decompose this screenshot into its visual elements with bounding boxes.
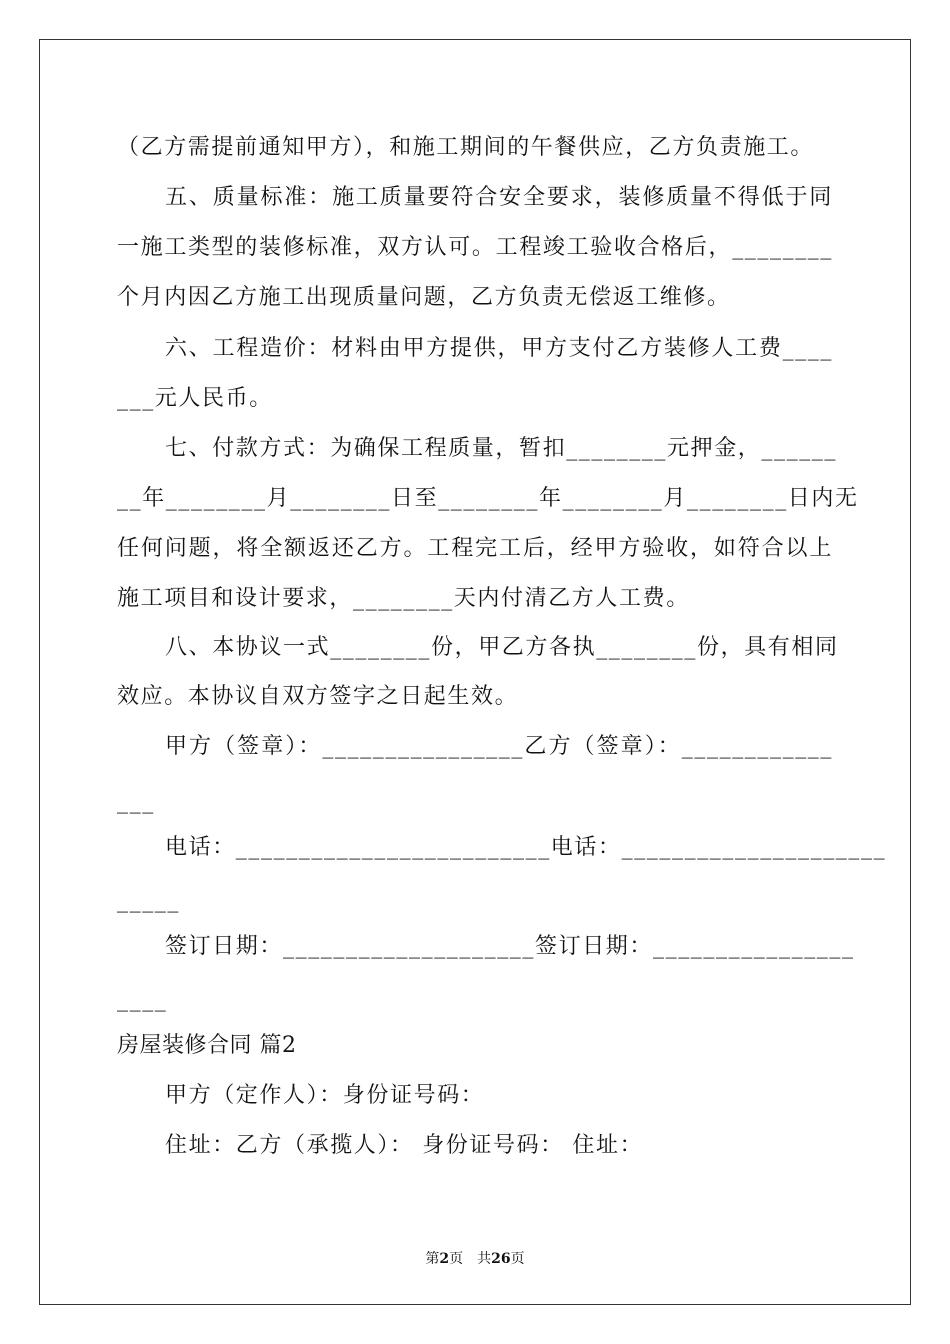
text-line: 任何问题，将全额返还乙方。工程完工后，经甲方验收，如符合以上	[117, 536, 833, 561]
footer-mid: 页 共	[449, 1251, 492, 1267]
text-line: （乙方需提前通知甲方），和施工期间的午餐供应，乙方负责施工。	[117, 135, 815, 160]
footer-page-number: 2	[439, 1251, 450, 1267]
party-a-info: 甲方（定作人）：身份证号码：	[165, 1083, 485, 1108]
sign-date-line: 签订日期：____________________签订日期：________________	[165, 934, 855, 959]
text-line: 个月内因乙方施工出现质量问题，乙方负责无偿返工维修。	[117, 285, 731, 310]
section-title: 房屋装修合同 篇2	[117, 1033, 297, 1058]
footer-suffix: 页	[510, 1251, 525, 1267]
text-line: _____	[117, 888, 180, 913]
text-line: 六、工程造价：材料由甲方提供，甲方支付乙方装修人工费____	[165, 336, 833, 361]
page-border	[39, 39, 911, 1305]
footer-total-pages: 26	[491, 1251, 511, 1267]
text-line: 八、本协议一式________份，甲乙方各执________份，具有相同	[165, 635, 839, 660]
text-line: 七、付款方式：为确保工程质量，暂扣________元押金，______	[165, 436, 838, 461]
text-line: ___元人民币。	[117, 386, 273, 411]
page-footer	[0, 1248, 950, 1268]
text-line: 一施工类型的装修标准，双方认可。工程竣工验收合格后，________	[117, 235, 833, 260]
text-line: 五、质量标准：施工质量要符合安全要求，装修质量不得低于同	[165, 185, 833, 210]
text-line: 效应。本协议自双方签字之日起生效。	[117, 684, 519, 709]
text-line: 施工项目和设计要求，________天内付清乙方人工费。	[117, 586, 690, 611]
text-line: ___	[117, 789, 155, 814]
text-line: __年________月________日至________年________月________日内无	[117, 486, 859, 511]
address-line: 住址：乙方（承揽人）： 身份证号码： 住址：	[165, 1133, 644, 1158]
footer-prefix: 第	[425, 1251, 440, 1267]
signature-line-party-a-b: 甲方（签章）：________________乙方（签章）：____________	[165, 734, 833, 759]
phone-line: 电话：_________________________电话：_____________________	[165, 835, 887, 860]
text-line: ____	[117, 987, 168, 1012]
